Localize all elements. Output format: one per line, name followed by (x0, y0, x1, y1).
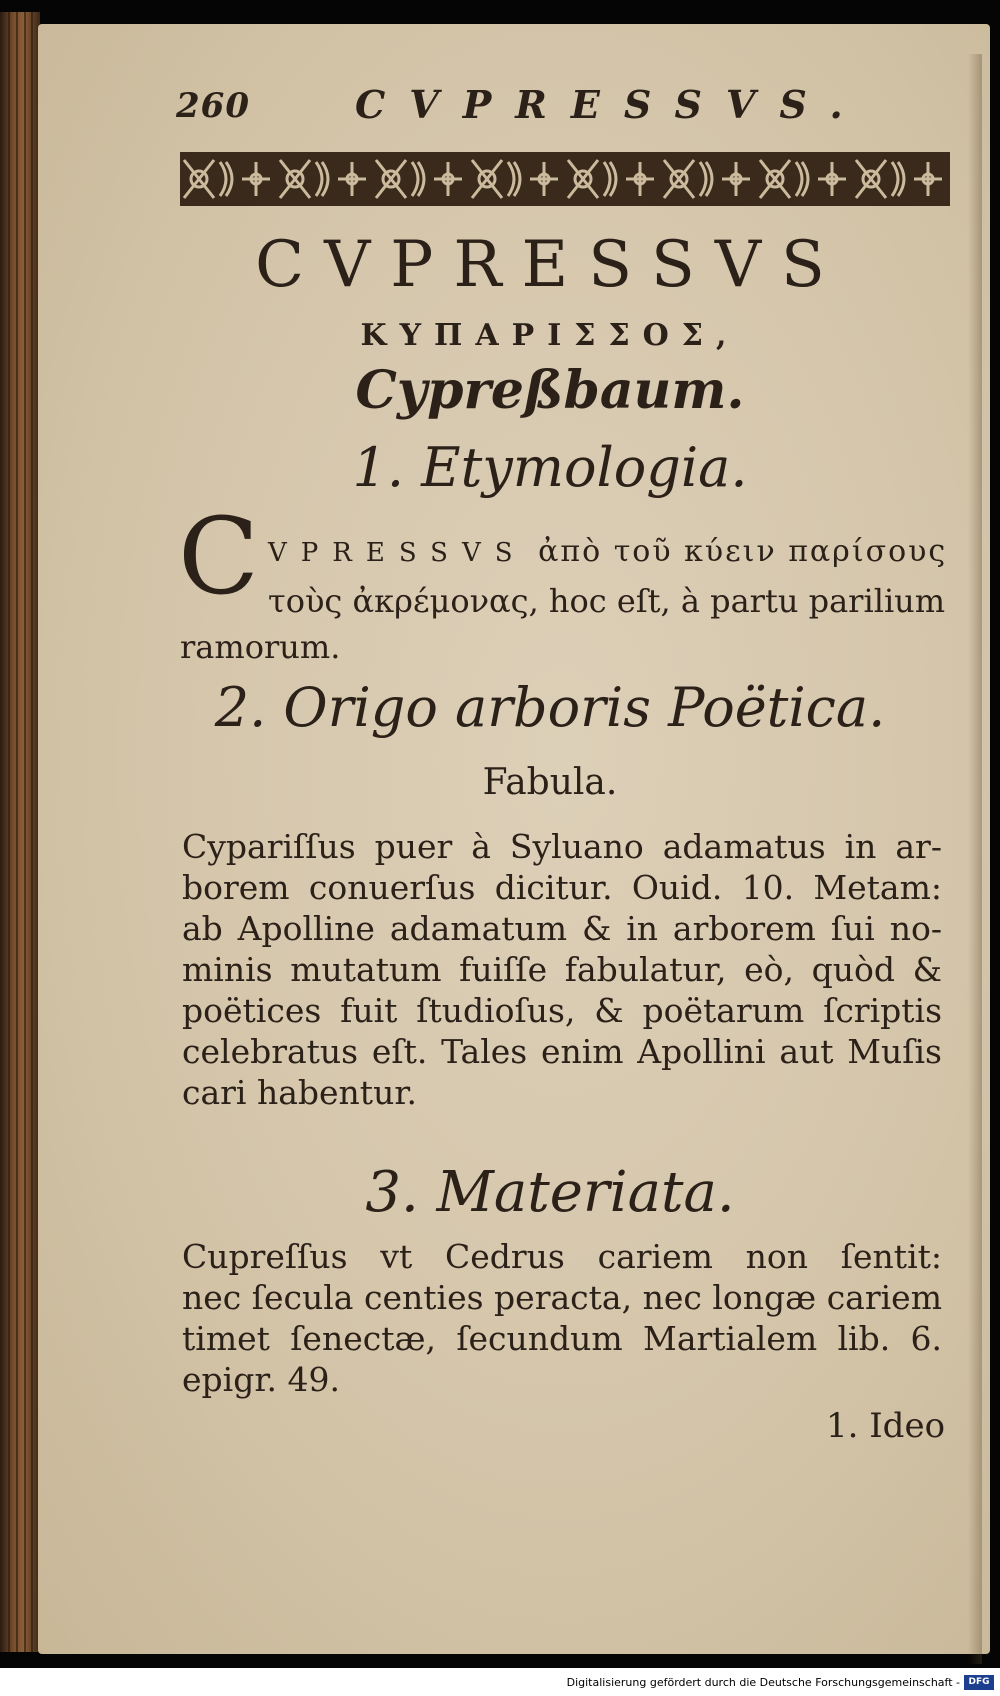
section-heading-origo: 2. Origo arboris Poëtica. (214, 676, 886, 739)
text-line: cari habentur. (182, 1073, 417, 1112)
page-shadow (968, 54, 982, 1664)
text-line: timet ſenectæ, ſecundum Martialem lib. 6. (182, 1319, 942, 1358)
text-line: celebratus eſt. Tales enim Apollini aut Muſis (182, 1032, 942, 1071)
subheading-fabula: Fabula. (482, 762, 618, 803)
etymology-greek: ἀπὸ τοῦ κύειν παρίσους (538, 534, 948, 569)
running-title: CVPRESSVS. (355, 82, 867, 127)
ornament-band (180, 152, 950, 206)
drop-cap: C (178, 495, 260, 618)
text-line: poëtices fuit ſtudioſus, & poëtarum ſcriptis (182, 991, 942, 1030)
german-title: Cypreßbaum. (355, 360, 745, 421)
text-line: Cypariſſus puer à Syluano adamatus in ar- (182, 827, 942, 866)
text-line: minis mutatum fuiſſe fabulatur, eò, quòd & (182, 950, 942, 989)
etymology-line-2: τοὺς ἀκρέμονας, hoc eſt, à partu parilium (268, 582, 946, 620)
section-heading-materiata: 3. Materiata. (365, 1160, 735, 1225)
catchword: 1. Ideo (826, 1406, 946, 1446)
footer-credit: Digitalisierung gefördert durch die Deutsche Forschungsgemeinschaft - (566, 1676, 960, 1689)
text-line: nec ſecula centies peracta, nec longæ cariem (182, 1278, 942, 1317)
book-edge (0, 12, 40, 1652)
main-title: CVPRESSVS (255, 228, 845, 302)
etymology-line-1 (268, 534, 947, 569)
text-line: epigr. 49. (182, 1360, 340, 1399)
text-line: Cupreſſus vt Cedrus cariem non ſentit: (182, 1237, 942, 1276)
section-heading-etymologia: 1. Etymologia. (352, 436, 748, 499)
etymology-caps: VPRESSVS (268, 538, 527, 568)
text-line: ab Apolline adamatum & in arborem ſui no- (182, 909, 942, 948)
materiata-paragraph (182, 1236, 942, 1400)
dfg-logo: DFG (964, 1675, 994, 1690)
etymology-line-3: ramorum. (180, 628, 341, 666)
footer-bar (0, 1672, 1000, 1696)
text-line: borem conuerſus dicitur. Ouid. 10. Metam: (182, 868, 942, 907)
fabula-paragraph (182, 826, 942, 1113)
page-number: 260 (176, 86, 250, 126)
greek-title: ΚΥΠΑΡΙΣΣΟΣ, (360, 318, 740, 353)
